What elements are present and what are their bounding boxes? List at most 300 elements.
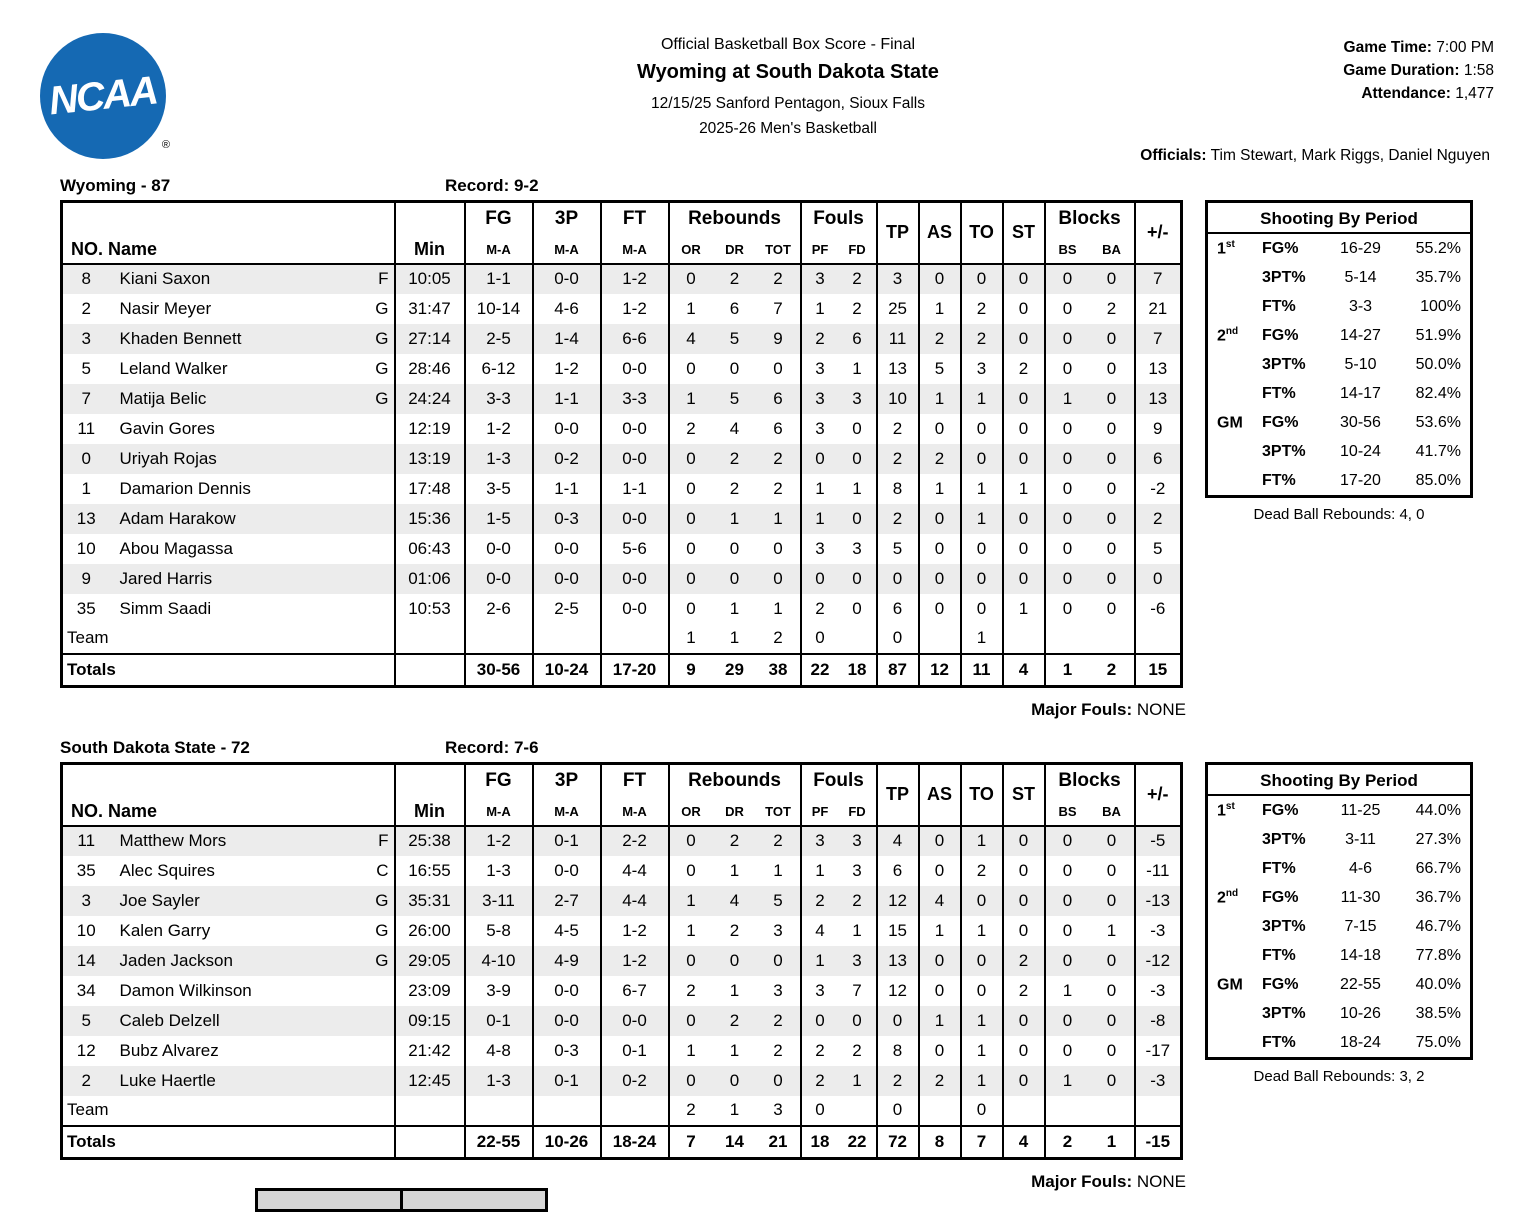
stat-st: 2 bbox=[1003, 946, 1045, 976]
stat-dr: 0 bbox=[729, 358, 740, 378]
player-position: G bbox=[375, 920, 389, 940]
col-subheader-dr: DR bbox=[725, 803, 744, 819]
player-number: 8 bbox=[62, 264, 110, 294]
stat-fd: 3 bbox=[852, 860, 862, 880]
totals-plus-minus: 15 bbox=[1135, 654, 1182, 687]
stat-or: 0 bbox=[669, 564, 713, 594]
col-subheader-fd: FD bbox=[848, 803, 866, 819]
player-name: Matthew Mors bbox=[119, 831, 227, 850]
major-fouls-label: Major Fouls: bbox=[1031, 700, 1133, 719]
stat-bs: 1 bbox=[1045, 976, 1090, 1006]
player-name-cell bbox=[110, 976, 395, 1006]
empty-cell bbox=[1135, 624, 1182, 654]
stat-tp: 0 bbox=[877, 564, 919, 594]
stat-fg: 10-14 bbox=[465, 294, 533, 324]
col-subheader-3p-ma: M-A bbox=[533, 798, 601, 826]
team-name-score: South Dakota State - 72 bbox=[60, 738, 250, 757]
shooting-row bbox=[1208, 883, 1470, 912]
stat-ba: 0 bbox=[1106, 358, 1117, 378]
player-number: 14 bbox=[76, 950, 96, 970]
stat-dr: 0 bbox=[729, 538, 740, 558]
stat-ba: 1 bbox=[1106, 920, 1117, 940]
empty-cell bbox=[465, 1096, 533, 1126]
empty-cell bbox=[1045, 624, 1090, 654]
stat-st: 0 bbox=[1003, 856, 1045, 886]
stat-tot: 6 bbox=[773, 418, 783, 438]
shooting-made-attempted: 14-18 bbox=[1340, 946, 1381, 964]
stat-to: 0 bbox=[961, 534, 1003, 564]
stat-3p: 0-0 bbox=[533, 414, 601, 444]
stat-tot: 2 bbox=[773, 448, 783, 468]
shooting-percentage: 53.6% bbox=[1415, 413, 1461, 431]
stat-bs: 0 bbox=[1045, 354, 1090, 384]
player-number: 12 bbox=[76, 1040, 96, 1060]
stat-dr: 2 bbox=[713, 264, 757, 294]
major-fouls-line bbox=[60, 700, 1186, 720]
col-subheader-pf: PF bbox=[801, 236, 839, 264]
stat-bs: 0 bbox=[1045, 534, 1090, 564]
stat-ba: 0 bbox=[1106, 1040, 1117, 1060]
stat-ba: 0 bbox=[1106, 418, 1117, 438]
player-name: Adam Harakow bbox=[119, 508, 236, 528]
stat-bs: 0 bbox=[1045, 856, 1090, 886]
shooting-stat-label: FT% bbox=[1262, 297, 1296, 315]
empty-cell bbox=[839, 1096, 877, 1126]
player-row bbox=[62, 594, 1182, 624]
stat-3p: 0-1 bbox=[533, 1066, 601, 1096]
totals-fg: 30-56 bbox=[465, 654, 533, 687]
team-name-score: Wyoming - 87 bbox=[60, 176, 171, 195]
player-name: Alec Squires bbox=[119, 860, 215, 880]
totals-tot: 21 bbox=[757, 1126, 801, 1159]
stat-to: 2 bbox=[961, 324, 1003, 354]
team-row-label: Team bbox=[67, 1100, 109, 1119]
empty-cell bbox=[601, 1096, 669, 1126]
totals-dr: 29 bbox=[713, 654, 757, 687]
stat-tot: 2 bbox=[773, 1010, 783, 1030]
player-row bbox=[62, 474, 1182, 504]
stat-min: 31:47 bbox=[395, 294, 465, 324]
col-header-min: Min bbox=[395, 764, 465, 826]
stat-ba: 0 bbox=[1090, 826, 1135, 856]
stat-or: 1 bbox=[669, 384, 713, 414]
stat-dr: 5 bbox=[729, 328, 740, 348]
stat-bs: 1 bbox=[1045, 384, 1090, 414]
stat-bs: 0 bbox=[1045, 444, 1090, 474]
col-header-ft: FT bbox=[601, 202, 669, 236]
stat-3p: 4-5 bbox=[533, 916, 601, 946]
stat-ba: 0 bbox=[1106, 598, 1117, 618]
shooting-by-period-box bbox=[1205, 200, 1473, 498]
player-number: 11 bbox=[77, 418, 96, 438]
stat-ba: 0 bbox=[1106, 950, 1117, 970]
stat-fg: 5-8 bbox=[465, 916, 533, 946]
stat-3p: 0-0 bbox=[533, 264, 601, 294]
shooting-made-attempted: 14-27 bbox=[1340, 326, 1381, 344]
stat-bs: 0 bbox=[1045, 324, 1090, 354]
player-row bbox=[62, 264, 1182, 294]
player-name: Gavin Gores bbox=[119, 418, 215, 438]
officials-value: Tim Stewart, Mark Riggs, Daniel Nguyen bbox=[1206, 147, 1490, 164]
shooting-period-label: GM bbox=[1217, 414, 1243, 432]
stat-plus-minus: 13 bbox=[1135, 354, 1182, 384]
shooting-stat-label: FG% bbox=[1262, 239, 1299, 257]
player-position: G bbox=[375, 298, 389, 318]
stat-fg: 4-8 bbox=[465, 1036, 533, 1066]
stat-fd: 0 bbox=[852, 418, 862, 438]
stat-dr: 6 bbox=[729, 298, 740, 318]
col-subheader-3p-ma: M-A bbox=[533, 236, 601, 264]
stat-as: 5 bbox=[919, 354, 961, 384]
totals-st: 4 bbox=[1003, 1126, 1045, 1159]
player-number: 5 bbox=[81, 1010, 91, 1030]
player-row bbox=[62, 886, 1182, 916]
col-subheader-dr: DR bbox=[725, 241, 744, 257]
player-number: 13 bbox=[76, 508, 96, 528]
stat-to: 0 bbox=[961, 886, 1003, 916]
player-name: Damon Wilkinson bbox=[119, 980, 252, 1000]
stat-tot: 9 bbox=[773, 328, 783, 348]
stat-or: 0 bbox=[669, 504, 713, 534]
player-row bbox=[62, 504, 1182, 534]
col-header-3p: 3P bbox=[533, 202, 601, 236]
stat-fg: 3-11 bbox=[465, 886, 533, 916]
stat-ft: 0-2 bbox=[601, 1066, 669, 1096]
shooting-period-label: 1st bbox=[1217, 800, 1235, 820]
empty-cell bbox=[395, 654, 465, 687]
player-row bbox=[62, 976, 1182, 1006]
player-position: G bbox=[375, 388, 389, 408]
empty-cell bbox=[1090, 624, 1135, 654]
stat-st: 0 bbox=[1003, 444, 1045, 474]
stat-ft: 4-4 bbox=[601, 886, 669, 916]
stat-ba: 0 bbox=[1106, 478, 1117, 498]
stat-st: 0 bbox=[1003, 324, 1045, 354]
col-header-3p: 3P bbox=[533, 764, 601, 798]
player-name: Jaden Jackson bbox=[119, 950, 233, 970]
team-rebounds-row bbox=[62, 624, 1182, 654]
stat-fg: 0-0 bbox=[465, 534, 533, 564]
stat-to: 1 bbox=[961, 1006, 1003, 1036]
player-name-cell bbox=[110, 354, 395, 384]
stat-to: 1 bbox=[961, 826, 1003, 856]
shooting-row bbox=[1208, 321, 1470, 350]
score-by-period-table-partial bbox=[255, 1188, 548, 1212]
shooting-percentage: 40.0% bbox=[1415, 975, 1461, 993]
stat-dr: 4 bbox=[729, 418, 740, 438]
stat-ft: 0-0 bbox=[601, 504, 669, 534]
stat-to: 1 bbox=[961, 1036, 1003, 1066]
stat-st: 0 bbox=[1003, 414, 1045, 444]
stat-as: 0 bbox=[919, 264, 961, 294]
stat-fg: 4-10 bbox=[465, 946, 533, 976]
stat-fd: 3 bbox=[839, 826, 877, 856]
stat-fg: 1-3 bbox=[465, 444, 533, 474]
player-row bbox=[62, 534, 1182, 564]
game-info-block bbox=[1343, 36, 1494, 105]
shooting-row bbox=[1208, 1028, 1470, 1057]
col-subheader-ba: BA bbox=[1102, 803, 1121, 819]
stat-min: 16:55 bbox=[395, 856, 465, 886]
stat-st: 0 bbox=[1003, 1036, 1045, 1066]
shooting-row bbox=[1208, 999, 1470, 1028]
stat-or: 4 bbox=[669, 324, 713, 354]
stat-or: 0 bbox=[669, 946, 713, 976]
stat-tot: 2 bbox=[757, 826, 801, 856]
player-name-cell bbox=[110, 1006, 395, 1036]
player-name: Caleb Delzell bbox=[119, 1010, 220, 1030]
player-number: 7 bbox=[81, 388, 91, 408]
col-subheader-fg-ma: M-A bbox=[465, 798, 533, 826]
totals-ba: 1 bbox=[1090, 1126, 1135, 1159]
stat-plus-minus: -17 bbox=[1135, 1036, 1182, 1066]
stat-plus-minus: -12 bbox=[1135, 946, 1182, 976]
shooting-made-attempted: 14-17 bbox=[1340, 384, 1381, 402]
shooting-percentage: 51.9% bbox=[1415, 326, 1461, 344]
stat-dr: 5 bbox=[729, 388, 740, 408]
totals-ba: 2 bbox=[1090, 654, 1135, 687]
stat-tot: 2 bbox=[773, 478, 783, 498]
ncaa-logo-text: NCAA bbox=[47, 68, 159, 124]
player-number: 3 bbox=[81, 890, 91, 910]
stat-tp: 6 bbox=[877, 856, 919, 886]
stat-ft: 0-0 bbox=[601, 1006, 669, 1036]
stat-fd: 3 bbox=[852, 950, 862, 970]
shooting-stat-label: 3PT% bbox=[1262, 917, 1306, 935]
player-row bbox=[62, 916, 1182, 946]
stat-min: 15:36 bbox=[395, 504, 465, 534]
stat-dr: 2 bbox=[729, 448, 740, 468]
stat-bs: 0 bbox=[1045, 1006, 1090, 1036]
stat-as: 0 bbox=[919, 504, 961, 534]
stat-tp: 3 bbox=[877, 264, 919, 294]
totals-ft: 17-20 bbox=[601, 654, 669, 687]
totals-3p: 10-26 bbox=[533, 1126, 601, 1159]
stat-dr: 4 bbox=[729, 890, 740, 910]
col-header-fg: FG bbox=[465, 202, 533, 236]
stat-to: 0 bbox=[961, 594, 1003, 624]
col-header-as: AS bbox=[919, 202, 961, 264]
stat-ft: 1-2 bbox=[601, 264, 669, 294]
stat-as: 0 bbox=[919, 414, 961, 444]
stat-tot: 5 bbox=[773, 890, 783, 910]
stat-bs: 0 bbox=[1045, 1036, 1090, 1066]
col-header-ft: FT bbox=[601, 764, 669, 798]
totals-as: 12 bbox=[919, 654, 961, 687]
stat-bs: 0 bbox=[1045, 414, 1090, 444]
stat-fd: 1 bbox=[852, 1070, 862, 1090]
stat-min: 17:48 bbox=[395, 474, 465, 504]
stat-3p: 0-2 bbox=[533, 444, 601, 474]
stat-st: 0 bbox=[1003, 384, 1045, 414]
stat-to: 1 bbox=[961, 474, 1003, 504]
shooting-percentage: 38.5% bbox=[1415, 1004, 1461, 1022]
stat-bs: 0 bbox=[1045, 264, 1090, 294]
major-fouls-value: NONE bbox=[1132, 1172, 1186, 1191]
stat-bs: 0 bbox=[1045, 504, 1090, 534]
stat-as: 0 bbox=[919, 564, 961, 594]
player-name-cell bbox=[110, 474, 395, 504]
stat-tot: 3 bbox=[773, 980, 783, 1000]
team-tot: 3 bbox=[773, 1100, 783, 1119]
stat-pf: 2 bbox=[801, 594, 839, 624]
shooting-stat-label: FG% bbox=[1262, 975, 1299, 993]
stat-as: 0 bbox=[919, 534, 961, 564]
totals-or: 7 bbox=[669, 1126, 713, 1159]
stat-bs: 0 bbox=[1045, 564, 1090, 594]
empty-cell bbox=[1135, 1096, 1182, 1126]
stat-tot: 0 bbox=[773, 358, 783, 378]
stat-pf: 3 bbox=[801, 384, 839, 414]
game-time-value: 7:00 PM bbox=[1431, 39, 1494, 56]
stat-ba: 0 bbox=[1106, 388, 1117, 408]
stat-ft: 0-0 bbox=[601, 354, 669, 384]
ncaa-logo bbox=[40, 33, 170, 159]
totals-tot: 38 bbox=[757, 654, 801, 687]
shooting-made-attempted: 7-15 bbox=[1344, 917, 1377, 935]
wyoming-players bbox=[62, 264, 1182, 624]
stat-3p: 0-0 bbox=[533, 856, 601, 886]
stat-to: 1 bbox=[961, 916, 1003, 946]
stat-to: 1 bbox=[961, 384, 1003, 414]
shooting-row bbox=[1208, 825, 1470, 854]
shooting-made-attempted: 10-24 bbox=[1340, 442, 1381, 460]
stat-as: 0 bbox=[919, 946, 961, 976]
stat-pf: 3 bbox=[801, 354, 839, 384]
player-name-cell bbox=[110, 264, 395, 294]
stat-min: 01:06 bbox=[395, 564, 465, 594]
stat-dr: 2 bbox=[729, 478, 740, 498]
player-position: G bbox=[375, 328, 389, 348]
registered-trademark-symbol: ® bbox=[161, 139, 170, 151]
stat-plus-minus: 2 bbox=[1135, 504, 1182, 534]
totals-pf: 22 bbox=[801, 654, 839, 687]
stat-ba: 2 bbox=[1106, 298, 1117, 318]
stat-fg: 2-6 bbox=[465, 594, 533, 624]
stat-as: 0 bbox=[919, 594, 961, 624]
stat-tp: 4 bbox=[877, 826, 919, 856]
stat-bs: 0 bbox=[1045, 294, 1090, 324]
major-fouls-value: NONE bbox=[1132, 700, 1186, 719]
shooting-stat-label: 3PT% bbox=[1262, 268, 1306, 286]
stat-pf: 3 bbox=[801, 826, 839, 856]
shooting-rows bbox=[1208, 234, 1470, 495]
stat-plus-minus: 13 bbox=[1135, 384, 1182, 414]
stat-tp: 0 bbox=[877, 1006, 919, 1036]
stat-tot: 7 bbox=[773, 298, 783, 318]
shooting-made-attempted: 4-6 bbox=[1348, 859, 1373, 877]
officials-label: Officials: bbox=[1140, 147, 1207, 164]
player-row bbox=[62, 1066, 1182, 1096]
stat-plus-minus: 0 bbox=[1135, 564, 1182, 594]
stat-ba: 0 bbox=[1106, 328, 1117, 348]
shooting-percentage: 46.7% bbox=[1415, 917, 1461, 935]
stat-fd: 6 bbox=[852, 328, 862, 348]
partial-header-cell bbox=[400, 1188, 548, 1212]
totals-tp: 87 bbox=[877, 654, 919, 687]
player-row bbox=[62, 354, 1182, 384]
team-or: 2 bbox=[669, 1096, 713, 1126]
totals-label: Totals bbox=[62, 654, 395, 687]
player-row bbox=[62, 946, 1182, 976]
col-subheader-tot: TOT bbox=[765, 241, 791, 257]
shooting-stat-label: FT% bbox=[1262, 384, 1296, 402]
stat-ft: 1-2 bbox=[601, 946, 669, 976]
player-name: Luke Haertle bbox=[119, 1070, 216, 1090]
player-name: Kalen Garry bbox=[119, 920, 211, 940]
player-row bbox=[62, 414, 1182, 444]
dead-ball-rebounds: Dead Ball Rebounds: 4, 0 bbox=[1253, 506, 1425, 523]
totals-st: 4 bbox=[1003, 654, 1045, 687]
stat-as: 0 bbox=[919, 976, 961, 1006]
col-subheader-pf: PF bbox=[801, 798, 839, 826]
stat-min: 23:09 bbox=[395, 976, 465, 1006]
stat-bs: 0 bbox=[1045, 886, 1090, 916]
stat-tot: 2 bbox=[757, 264, 801, 294]
stat-to: 3 bbox=[961, 354, 1003, 384]
shooting-period-label: 1st bbox=[1217, 238, 1235, 258]
shooting-panel-title: Shooting By Period bbox=[1208, 203, 1470, 234]
player-row bbox=[62, 1036, 1182, 1066]
stat-3p: 0-1 bbox=[533, 826, 601, 856]
shooting-made-attempted: 16-29 bbox=[1340, 239, 1381, 257]
shooting-by-period-box bbox=[1205, 762, 1473, 1060]
stat-or: 0 bbox=[669, 354, 713, 384]
stat-plus-minus: -2 bbox=[1135, 474, 1182, 504]
stat-pf: 3 bbox=[801, 414, 839, 444]
player-number: 3 bbox=[81, 328, 91, 348]
totals-pf: 18 bbox=[801, 1126, 839, 1159]
col-header-rebounds: Rebounds bbox=[669, 202, 801, 236]
col-subheader-ft-ma: M-A bbox=[601, 798, 669, 826]
stat-to: 1 bbox=[961, 504, 1003, 534]
stat-st: 0 bbox=[1003, 826, 1045, 856]
col-subheader-bs: BS bbox=[1045, 236, 1090, 264]
shooting-row bbox=[1208, 796, 1470, 825]
stat-as: 4 bbox=[919, 886, 961, 916]
team-dr: 1 bbox=[729, 1100, 740, 1119]
stat-st: 0 bbox=[1003, 534, 1045, 564]
empty-cell bbox=[465, 624, 533, 654]
shooting-percentage: 41.7% bbox=[1415, 442, 1461, 460]
player-number: 2 bbox=[81, 298, 91, 318]
stat-tot: 0 bbox=[773, 950, 783, 970]
stat-tp: 12 bbox=[877, 886, 919, 916]
team-tot: 2 bbox=[773, 628, 783, 647]
stat-tp: 5 bbox=[877, 534, 919, 564]
col-header-fg: FG bbox=[465, 764, 533, 798]
stat-or: 2 bbox=[669, 414, 713, 444]
shooting-percentage: 50.0% bbox=[1415, 355, 1461, 373]
stat-fg: 3-5 bbox=[465, 474, 533, 504]
shooting-percentage: 55.2% bbox=[1415, 239, 1461, 257]
stat-ft: 5-6 bbox=[601, 534, 669, 564]
stat-dr: 0 bbox=[729, 950, 740, 970]
empty-cell bbox=[1003, 1096, 1045, 1126]
team-pf: 0 bbox=[801, 1096, 839, 1126]
stat-plus-minus: 6 bbox=[1135, 444, 1182, 474]
stat-3p: 0-0 bbox=[533, 564, 601, 594]
stat-ft: 1-2 bbox=[601, 916, 669, 946]
totals-ft: 18-24 bbox=[601, 1126, 669, 1159]
shooting-made-attempted: 10-26 bbox=[1340, 1004, 1381, 1022]
stat-to: 2 bbox=[961, 294, 1003, 324]
player-number: 11 bbox=[62, 826, 110, 856]
stat-bs: 0 bbox=[1045, 826, 1090, 856]
stat-tp: 2 bbox=[877, 1066, 919, 1096]
stat-plus-minus: -3 bbox=[1135, 916, 1182, 946]
shooting-stat-label: 3PT% bbox=[1262, 830, 1306, 848]
